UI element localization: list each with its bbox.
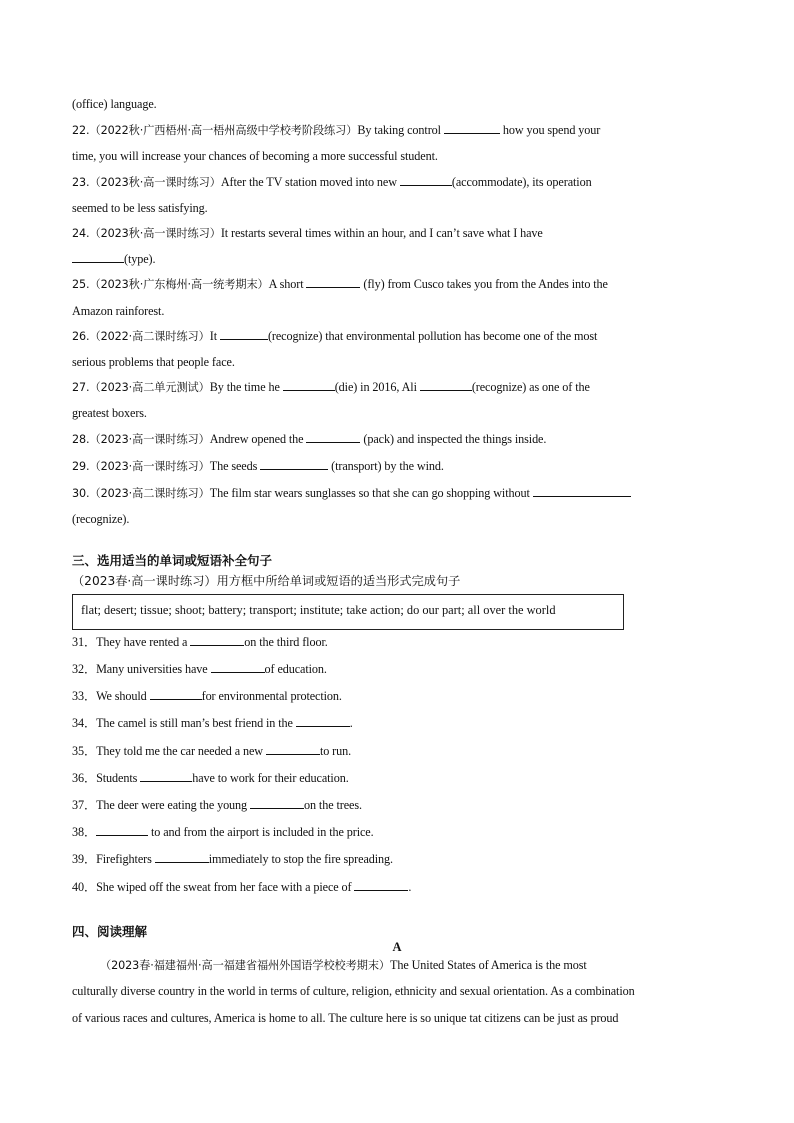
question-text: (fly) from Cusco takes you from the Andes into the	[363, 277, 608, 291]
question-30	[72, 485, 631, 502]
question-source: 29.（2023·高一课时练习）	[72, 460, 210, 473]
text-line: time, you will increase your chances of becoming a more successful student.	[72, 149, 438, 163]
passage-line: culturally diverse country in the world in terms of culture, religion, ethnicity and sexual orientation. As a combination	[72, 984, 635, 998]
answer-blank[interactable]	[140, 770, 192, 782]
fill-item-text: to run.	[319, 744, 352, 758]
answer-blank[interactable]	[211, 661, 265, 673]
question-text: (recognize) as one of the	[471, 380, 590, 394]
fill-item-text: 34．The camel is still man’s best friend in the	[72, 716, 296, 730]
question-23	[72, 174, 592, 191]
fill-item-text: of education.	[264, 662, 327, 676]
fill-item	[72, 824, 374, 840]
question-source: 26.（2022·高二课时练习）	[72, 330, 210, 343]
question-text: The seeds	[209, 459, 258, 473]
answer-blank[interactable]	[96, 824, 148, 836]
fill-item	[72, 743, 351, 759]
question-text: After the TV station moved into new	[220, 175, 397, 189]
fill-item-text: 38．	[72, 825, 97, 839]
text-line	[72, 251, 155, 267]
fill-item-text: 39．Firefighters	[72, 852, 155, 866]
fill-item-text: 31．They have rented a	[72, 635, 191, 649]
section-heading: 三、选用适当的单词或短语补全句子	[72, 553, 273, 568]
word-bank-text: flat; desert; tissue; shoot; battery; transport; institute; take action; do our part; all over the world	[81, 603, 556, 617]
fill-item-text: on the third floor.	[244, 635, 328, 649]
answer-blank[interactable]	[260, 458, 328, 470]
fill-item-text: to and from the airport is included in the price.	[148, 825, 374, 839]
answer-blank[interactable]	[420, 379, 472, 391]
answer-blank[interactable]	[190, 634, 244, 646]
fill-item-text: 35．They told me the car needed a new	[72, 744, 266, 758]
fill-item-text: 33．We should	[72, 689, 150, 703]
answer-blank[interactable]	[283, 379, 335, 391]
passage-source: （2023春·福建福州·高一福建省福州外国语学校校考期末）	[100, 959, 390, 972]
question-text: By taking control	[357, 123, 441, 137]
answer-blank[interactable]	[306, 276, 360, 288]
fill-item-text: for environmental protection.	[201, 689, 342, 703]
passage-line: of various races and cultures, America is home to all. The culture here is so unique tat citizens can be just as proud	[72, 1011, 619, 1025]
fill-item-text: .	[408, 880, 412, 894]
answer-blank[interactable]	[72, 251, 124, 263]
fill-item-text: immediately to stop the fire spreading.	[208, 852, 393, 866]
question-source: 22.（2022秋·广西梧州·高一梧州高级中学校考阶段练习）	[72, 124, 358, 137]
passage-line	[100, 957, 587, 974]
fill-item-text: .	[349, 716, 353, 730]
fill-item-text: on the trees.	[304, 798, 362, 812]
question-text: (accommodate), its operation	[451, 175, 592, 189]
question-source: 28.（2023·高一课时练习）	[72, 433, 210, 446]
question-text: (transport) by the wind.	[331, 459, 444, 473]
fill-item	[72, 634, 328, 650]
question-text: By the time he	[209, 380, 280, 394]
fill-item-text: 40．She wiped off the sweat from her face with a piece of	[72, 880, 355, 894]
text-line: (office) language.	[72, 97, 157, 111]
question-24	[72, 225, 543, 242]
question-text: It restarts several times within an hour, and I can’t save what I have	[220, 226, 543, 240]
question-text: (recognize) that environmental pollution has become one of the most	[267, 329, 598, 343]
question-source: 24.（2023秋·高一课时练习）	[72, 227, 221, 240]
answer-blank[interactable]	[354, 879, 408, 891]
text-line: greatest boxers.	[72, 406, 147, 420]
answer-blank[interactable]	[306, 431, 360, 443]
fill-item	[72, 715, 353, 731]
answer-blank[interactable]	[220, 328, 268, 340]
answer-blank[interactable]	[150, 688, 202, 700]
question-source: 27.（2023·高二单元测试）	[72, 381, 210, 394]
question-text: (type).	[124, 252, 156, 266]
question-27	[72, 379, 590, 396]
passage-label: A	[392, 940, 402, 954]
question-text: how you spend your	[502, 123, 601, 137]
question-22	[72, 122, 600, 139]
question-text: Andrew opened the	[209, 432, 304, 446]
word-bank-box	[72, 594, 624, 630]
question-26	[72, 328, 597, 345]
question-text: It	[209, 329, 217, 343]
answer-blank[interactable]	[296, 715, 350, 727]
text-line: serious problems that people face.	[72, 355, 235, 369]
question-source: 30.（2023·高二课时练习）	[72, 487, 210, 500]
question-28	[72, 431, 546, 448]
question-text: A short	[268, 277, 304, 291]
text-line: Amazon rainforest.	[72, 304, 165, 318]
fill-item	[72, 661, 327, 677]
text-line: (recognize).	[72, 512, 130, 526]
question-25	[72, 276, 608, 293]
fill-item	[72, 879, 411, 895]
answer-blank[interactable]	[266, 743, 320, 755]
fill-item-text: 36．Students	[72, 771, 141, 785]
section-instruction: （2023春·高一课时练习）用方框中所给单词或短语的适当形式完成句子	[72, 574, 461, 588]
fill-item-text: 32．Many universities have	[72, 662, 211, 676]
fill-item	[72, 770, 349, 786]
fill-item	[72, 797, 362, 813]
question-text: The film star wears sunglasses so that she can go shopping without	[209, 486, 530, 500]
question-text: (die) in 2016, Ali	[334, 380, 417, 394]
fill-item	[72, 688, 342, 704]
question-29	[72, 458, 444, 475]
question-text: (pack) and inspected the things inside.	[363, 432, 547, 446]
text-line: seemed to be less satisfying.	[72, 201, 208, 215]
answer-blank[interactable]	[533, 485, 631, 497]
section-heading: 四、阅读理解	[72, 924, 148, 939]
question-source: 23.（2023秋·高一课时练习）	[72, 176, 221, 189]
fill-item	[72, 851, 393, 867]
question-source: 25.（2023秋·广东梅州·高一统考期末）	[72, 278, 269, 291]
answer-blank[interactable]	[250, 797, 304, 809]
fill-item-text: 37．The deer were eating the young	[72, 798, 250, 812]
fill-item-text: have to work for their education.	[192, 771, 349, 785]
answer-blank[interactable]	[400, 174, 452, 186]
answer-blank[interactable]	[155, 851, 209, 863]
passage-text: The United States of America is the most	[390, 958, 587, 972]
answer-blank[interactable]	[444, 122, 500, 134]
